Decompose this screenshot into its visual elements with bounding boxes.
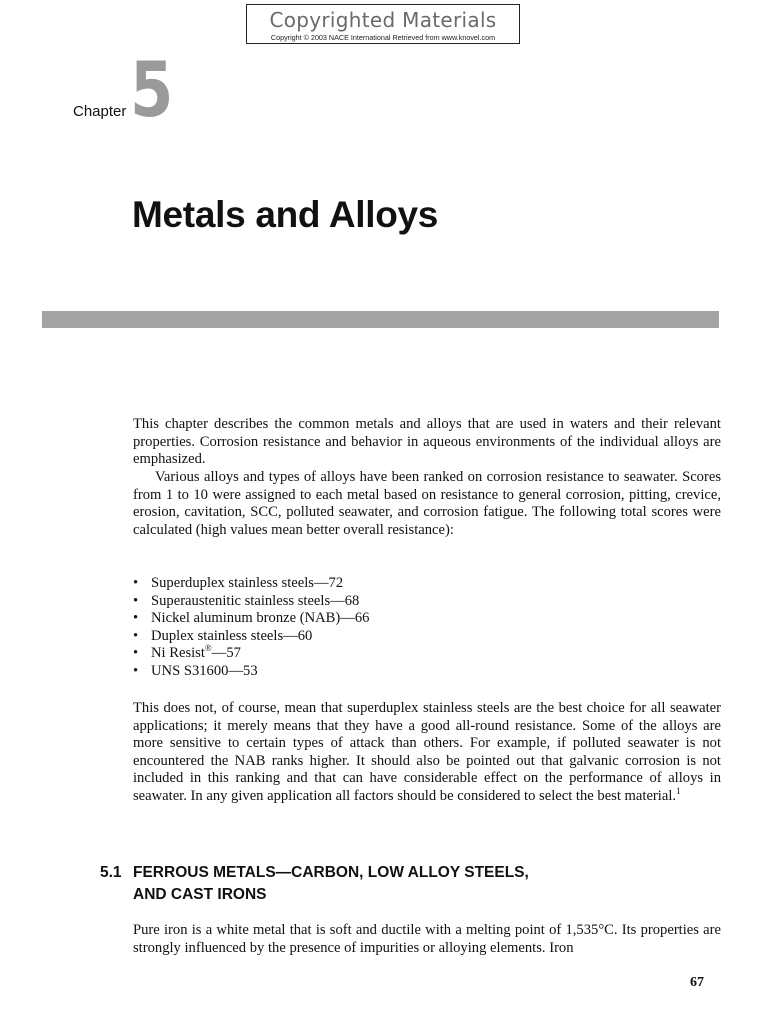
reference-marker: 1 — [676, 786, 681, 797]
list-item: • Ni Resist®—57 — [133, 643, 241, 662]
ranking-paragraph: This does not, of course, mean that superduplex stainless steels are the best choice for all seawater applications; it merely means that they have a good all-round resistance. Some of the alloys are more sensitive to certain types of attack than others. For example, if polluted seawater is not encountered the NAB ranks higher. It should also be pointed out that galvanic corrosion is not included in this ranking and that can have considerable effect on the performance of alloys in seawater. In any given application all factors should be considered to select the best material.$^1$ — [133, 700, 721, 804]
bullet-icon: • — [133, 592, 139, 609]
bullet-icon: • — [133, 627, 139, 644]
list-item: • Duplex stainless steels—60 — [133, 627, 313, 644]
page-number: 67 — [690, 975, 704, 990]
chapter-label: Chapter — [73, 103, 127, 120]
section-title-line-1: FERROUS METALS—CARBON, LOW ALLOY STEELS, — [133, 864, 529, 881]
intro-paragraph-1: This chapter describes the common metals and alloys that are used in waters and their relevant properties. Corrosion resistance and behavior in aqueous environments of the individual alloys are emphasized. — [133, 416, 721, 468]
copyright-notice: Copyright © 2003 NACE International Retrieved from www.knovel.com — [270, 33, 496, 42]
section-title-line-2: AND CAST IRONS — [133, 886, 267, 903]
list-item: • Superaustenitic stainless steels—68 — [133, 592, 360, 609]
title-rule-bar — [42, 311, 719, 328]
copyright-banner — [246, 4, 520, 44]
bullet-icon: • — [133, 645, 139, 662]
section-paragraph-1: Pure iron is a white metal that is soft and ductile with a melting point of 1,535°C. Its properties are strongly influenced by the presence of impurities or alloying elements. Iron — [133, 922, 721, 956]
bullet-icon: • — [133, 610, 139, 627]
alloy-score-list — [133, 575, 693, 681]
bullet-icon: • — [133, 575, 139, 591]
chapter-number: 5 — [130, 45, 174, 134]
copyright-title: Copyrighted Materials — [269, 8, 497, 32]
section-number: 5.1 — [100, 864, 122, 881]
section-heading — [100, 862, 620, 906]
registered-mark: ® — [204, 643, 212, 654]
list-item: • UNS S31600—53 — [133, 662, 258, 679]
chapter-title: Metals and Alloys — [132, 194, 439, 235]
list-item: • Nickel aluminum bronze (NAB)—66 — [133, 610, 370, 627]
intro-paragraph-2: Various alloys and types of alloys have been ranked on corrosion resistance to seawater. Scores from 1 to 10 were assigned to each metal based on resistance to general corrosion, pitting, crevice, erosion, cavitation, SCC, polluted seawater, and corrosion fatigue. The following total scores were calculated (high values mean better overall resistance): — [133, 469, 721, 538]
bullet-icon: • — [133, 662, 139, 679]
list-item: • Superduplex stainless steels—72 — [133, 575, 344, 591]
